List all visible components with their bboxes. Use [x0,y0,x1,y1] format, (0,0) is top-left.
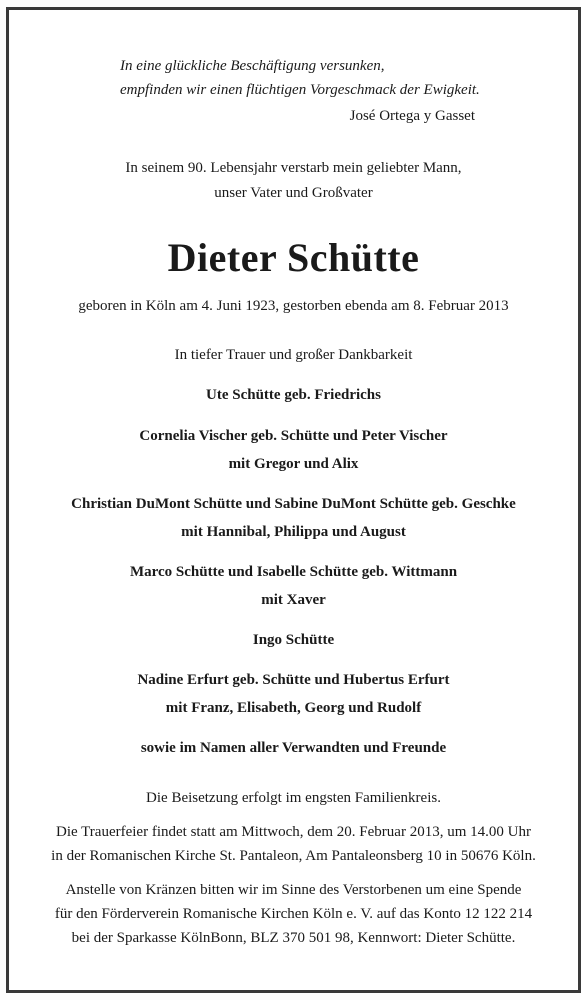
mourner-2-children: mit Gregor und Alix [228,456,359,472]
mourner-5: Ingo Schütte [252,632,335,648]
relatives-line: sowie im Namen aller Verwandten und Freunde [140,740,447,756]
mourner-3: Christian DuMont Schütte und Sabine DuMont Schütte geb. Geschke [71,496,516,512]
mourner-2: Cornelia Vischer geb. Schütte und Peter Vischer [139,428,448,444]
mourner-6-children: mit Franz, Elisabeth, Georg und Rudolf [165,700,422,716]
mourner-4: Marco Schütte und Isabelle Schütte geb. Wittmann [129,564,458,580]
mourner-3-children: mit Hannibal, Philippa und August [181,524,406,540]
mourner-6: Nadine Erfurt geb. Schütte und Hubertus Erfurt [137,672,450,688]
donation-note-1: Anstelle von Kränzen bitten wir im Sinne des Verstorbenen um eine Spende [65,882,522,898]
deceased-name: Dieter Schütte [167,235,420,280]
intro-line-2: unser Vater und Großvater [214,185,373,201]
mourner-1: Ute Schütte geb. Friedrichs [206,387,381,403]
quote-author: José Ortega y Gasset [349,108,475,124]
service-note-2: in der Romanischen Kirche St. Pantaleon, Am Pantaleonsberg 10 in 50676 Köln. [51,848,536,864]
intro-line-1: In seinem 90. Lebensjahr verstarb mein geliebter Mann, [125,160,462,176]
donation-note-3: bei der Sparkasse KölnBonn, BLZ 370 501 98, Kennwort: Dieter Schütte. [71,930,516,946]
service-note-1: Die Trauerfeier findet statt am Mittwoch, dem 20. Februar 2013, um 14.00 Uhr [56,824,531,840]
donation-note-2: für den Förderverein Romanische Kirchen Köln e. V. auf das Konto 12 122 214 [54,906,533,922]
quote-line-1: In eine glückliche Beschäftigung versunken, [120,58,385,74]
quote-line-2: empfinden wir einen flüchtigen Vorgeschmack der Ewigkeit. [120,82,480,98]
burial-note: Die Beisetzung erfolgt im engsten Familienkreis. [146,790,441,806]
mourner-4-children: mit Xaver [261,592,326,608]
mourning-line: In tiefer Trauer und großer Dankbarkeit [174,347,413,363]
deceased-dates: geboren in Köln am 4. Juni 1923, gestorben ebenda am 8. Februar 2013 [78,298,509,314]
